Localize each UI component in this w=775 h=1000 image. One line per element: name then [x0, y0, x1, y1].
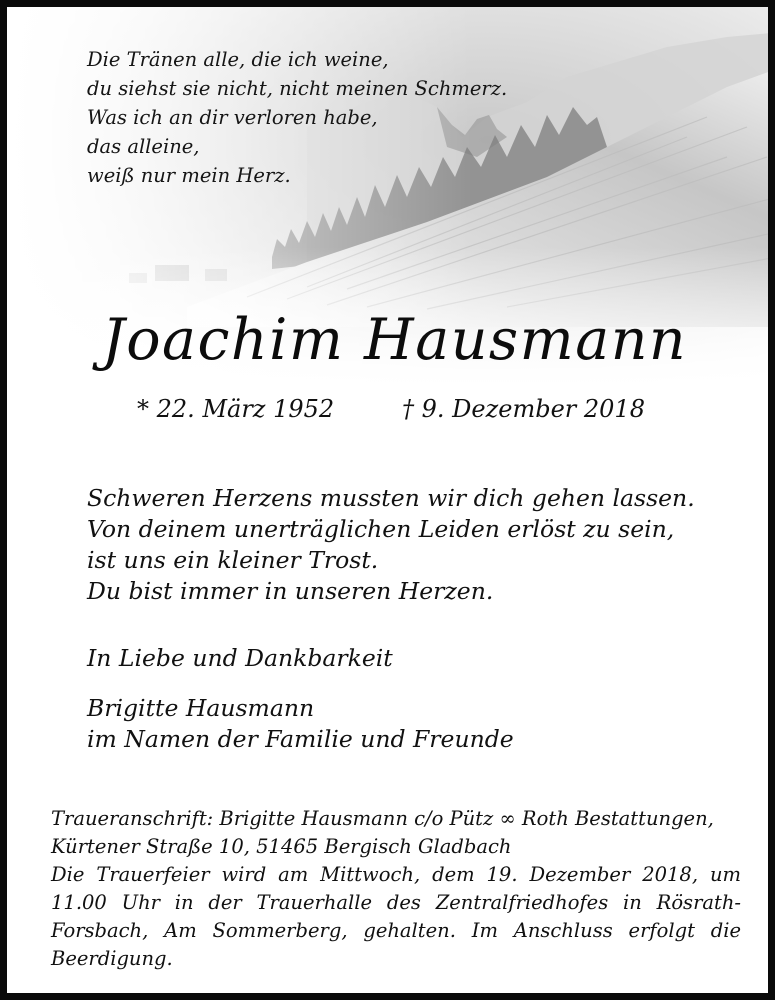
- closing-phrase: In Liebe und Dankbarkeit: [87, 644, 393, 672]
- signer-name: Brigitte Hausmann: [87, 694, 315, 722]
- verse-line: Die Tränen alle, die ich weine,: [87, 48, 389, 71]
- message-line: ist uns ein kleiner Trost.: [87, 546, 379, 574]
- death-date: [402, 395, 645, 423]
- memorial-verse: [87, 45, 507, 190]
- birth-star-icon: *: [137, 395, 149, 423]
- verse-line: Was ich an dir verloren habe,: [87, 106, 378, 129]
- funeral-info: [51, 805, 741, 973]
- birth-date: [137, 395, 334, 423]
- death-date-text: 9. Dezember 2018: [421, 395, 645, 423]
- death-cross-icon: †: [402, 395, 414, 423]
- verse-line: weiß nur mein Herz.: [87, 164, 291, 187]
- verse-line: du siehst sie nicht, nicht meinen Schmerz.: [87, 77, 508, 100]
- mourning-address-line: Traueranschrift: Brigitte Hausmann c/o Pütz ∞ Roth Bestattungen,: [51, 807, 714, 830]
- message-line: Schweren Herzens mussten wir dich gehen lassen.: [87, 484, 695, 512]
- farewell-message: [87, 483, 695, 607]
- birth-date-text: 22. März 1952: [156, 395, 335, 423]
- ceremony-details: Die Trauerfeier wird am Mittwoch, dem 19. Dezember 2018, um 11.00 Uhr in der Trauerhalle des Zentralfriedhofes in Rösrath-Forsbach, Am Sommerberg, gehalten. Im Anschluss erfolgt die Beerdigung.: [51, 863, 741, 970]
- verse-line: das alleine,: [87, 135, 200, 158]
- signer-note: im Namen der Familie und Freunde: [87, 725, 514, 753]
- signers: [87, 693, 514, 755]
- message-line: Du bist immer in unseren Herzen.: [87, 577, 494, 605]
- deceased-name: Joachim Hausmann: [101, 307, 688, 373]
- mourning-address-street: Kürtener Straße 10, 51465 Bergisch Gladbach: [51, 835, 512, 858]
- message-line: Von deinem unerträglichen Leiden erlöst zu sein,: [87, 515, 675, 543]
